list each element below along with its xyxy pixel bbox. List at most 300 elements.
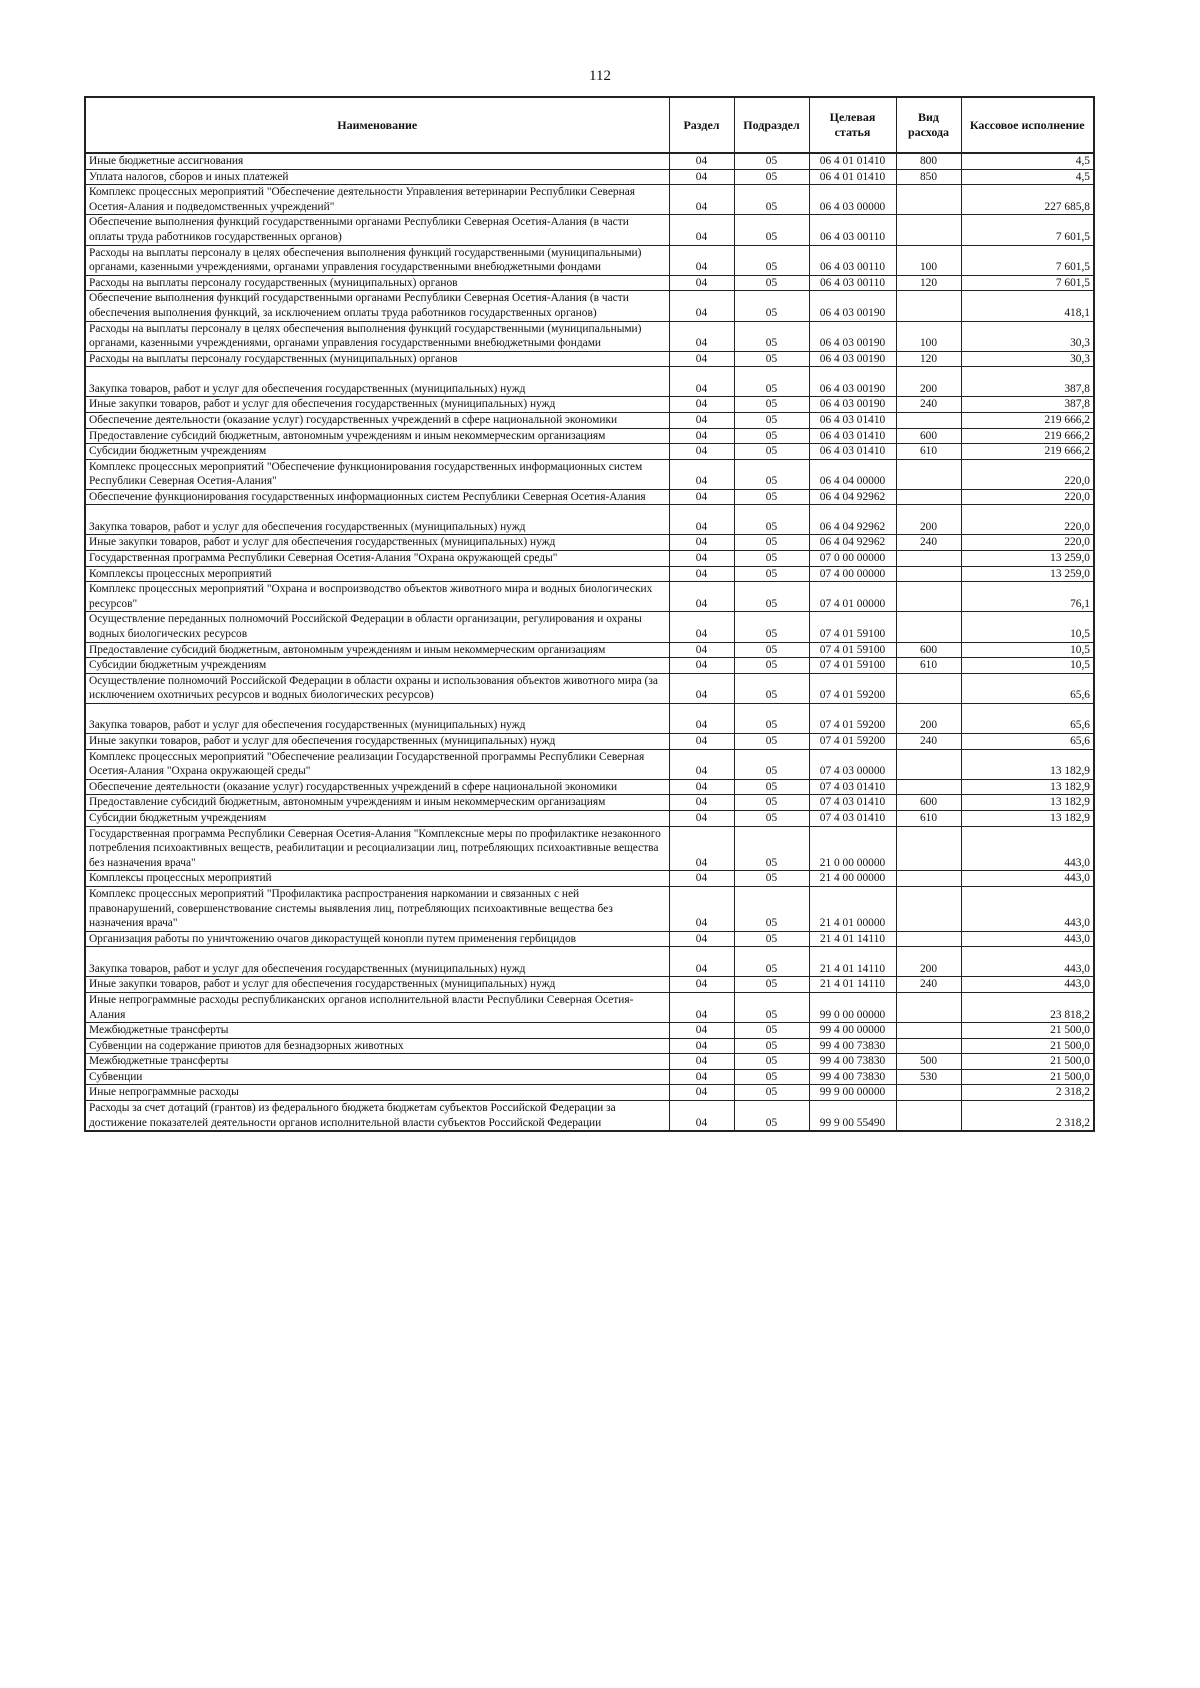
table-row [85,367,1094,397]
row-tselevaya-cell: 21 4 01 00000 [809,886,896,931]
row-vid-cell [896,412,961,428]
row-tselevaya-cell: 07 4 03 01410 [809,779,896,795]
table-row [85,826,1094,871]
row-name-cell: Обеспечение выполнения функций государственными органами Республики Северная Осетия-Алания (в части обеспечения выполнения функций, за исключением оплаты труда работников государственных органов) [85,291,669,321]
row-amount-cell: 220,0 [961,489,1094,505]
row-name-cell: Комплекс процессных мероприятий "Профилактика распространения наркомании и связанных с ней правонарушений, совершенствование системы выявления лиц, потребляющих психоактивные вещества без назначения врача" [85,886,669,931]
row-tselevaya-cell: 99 9 00 00000 [809,1085,896,1101]
table-row [85,947,1094,977]
row-tselevaya-cell: 06 4 03 00110 [809,215,896,245]
row-amount-cell: 65,6 [961,704,1094,734]
row-razdel-cell: 04 [669,826,734,871]
row-vid-cell: 610 [896,444,961,460]
row-tselevaya-cell: 06 4 03 00190 [809,367,896,397]
table-row [85,1038,1094,1054]
row-vid-cell [896,1038,961,1054]
row-name-cell: Государственная программа Республики Северная Осетия-Алания "Комплексные меры по профилактике незаконного потребления психоактивных веществ, реабилитации и ресоциализации лиц, потребляющих психоактивные вещества без назначения врача" [85,826,669,871]
row-tselevaya-cell: 99 9 00 55490 [809,1101,896,1132]
row-razdel-cell: 04 [669,642,734,658]
row-tselevaya-cell: 07 4 01 59200 [809,673,896,703]
row-amount-cell: 21 500,0 [961,1069,1094,1085]
row-tselevaya-cell: 06 4 03 00110 [809,245,896,275]
table-row [85,582,1094,612]
row-amount-cell: 30,3 [961,321,1094,351]
row-amount-cell: 10,5 [961,642,1094,658]
row-podrazdel-cell: 05 [734,749,809,779]
row-tselevaya-cell: 06 4 03 01410 [809,412,896,428]
row-name-cell: Расходы на выплаты персоналу в целях обеспечения выполнения функций государственными (муниципальными) органами, казенными учреждениями, органами управления государственными внебюджетными фондами [85,321,669,351]
row-vid-cell [896,185,961,215]
row-amount-cell: 443,0 [961,826,1094,871]
row-podrazdel-cell: 05 [734,489,809,505]
row-razdel-cell: 04 [669,505,734,535]
header-kassovoe-ispolnenie: Кассовое исполнение [961,97,1094,153]
row-name-cell: Иные бюджетные ассигнования [85,153,669,169]
row-amount-cell: 23 818,2 [961,992,1094,1022]
table-row [85,1054,1094,1070]
row-tselevaya-cell: 07 4 01 59100 [809,642,896,658]
table-row [85,185,1094,215]
row-name-cell: Государственная программа Республики Северная Осетия-Алания "Охрана окружающей среды" [85,551,669,567]
row-amount-cell: 7 601,5 [961,215,1094,245]
row-name-cell: Субсидии бюджетным учреждениям [85,658,669,674]
table-row [85,795,1094,811]
table-row [85,871,1094,887]
table-row [85,1023,1094,1039]
row-amount-cell: 418,1 [961,291,1094,321]
table-row [85,215,1094,245]
row-vid-cell [896,992,961,1022]
row-name-cell: Расходы на выплаты персоналу в целях обеспечения выполнения функций государственными (муниципальными) органами, казенными учреждениями, органами управления государственными внебюджетными фондами [85,245,669,275]
row-name-cell: Комплекс процессных мероприятий "Обеспечение реализации Государственной программы Республики Северная Осетия-Алания "Охрана окружающей среды" [85,749,669,779]
row-name-cell: Закупка товаров, работ и услуг для обеспечения государственных (муниципальных) нужд [85,947,669,977]
row-vid-cell: 200 [896,367,961,397]
row-vid-cell [896,551,961,567]
table-row [85,275,1094,291]
table-row [85,169,1094,185]
row-podrazdel-cell: 05 [734,169,809,185]
row-podrazdel-cell: 05 [734,535,809,551]
row-name-cell: Межбюджетные трансферты [85,1023,669,1039]
row-amount-cell: 21 500,0 [961,1038,1094,1054]
row-name-cell: Расходы за счет дотаций (грантов) из федерального бюджета бюджетам субъектов Российской Федерации за достижение показателей деятельности органов исполнительной власти субъектов Российской Федерации [85,1101,669,1132]
row-podrazdel-cell: 05 [734,947,809,977]
table-row [85,505,1094,535]
row-tselevaya-cell: 21 4 01 14110 [809,947,896,977]
row-name-cell: Осуществление переданных полномочий Российской Федерации в области организации, регулирования и охраны водных биологических ресурсов [85,612,669,642]
table-row [85,566,1094,582]
row-tselevaya-cell: 07 4 01 59100 [809,658,896,674]
row-podrazdel-cell: 05 [734,397,809,413]
row-razdel-cell: 04 [669,367,734,397]
row-vid-cell [896,459,961,489]
row-vid-cell [896,871,961,887]
header-tselevaya-statya: Целевая статья [809,97,896,153]
row-tselevaya-cell: 07 0 00 00000 [809,551,896,567]
row-razdel-cell: 04 [669,245,734,275]
row-razdel-cell: 04 [669,1023,734,1039]
row-amount-cell: 219 666,2 [961,428,1094,444]
row-tselevaya-cell: 21 4 01 14110 [809,977,896,993]
row-tselevaya-cell: 21 0 00 00000 [809,826,896,871]
row-name-cell: Предоставление субсидий бюджетным, автономным учреждениям и иным некоммерческим организациям [85,428,669,444]
row-razdel-cell: 04 [669,795,734,811]
row-razdel-cell: 04 [669,489,734,505]
table-row [85,551,1094,567]
row-podrazdel-cell: 05 [734,1069,809,1085]
row-podrazdel-cell: 05 [734,1101,809,1132]
row-amount-cell: 13 182,9 [961,810,1094,826]
row-razdel-cell: 04 [669,444,734,460]
row-podrazdel-cell: 05 [734,779,809,795]
row-name-cell: Субвенции на содержание приютов для безнадзорных животных [85,1038,669,1054]
row-tselevaya-cell: 06 4 03 00190 [809,321,896,351]
row-podrazdel-cell: 05 [734,351,809,367]
row-tselevaya-cell: 99 4 00 73830 [809,1038,896,1054]
row-podrazdel-cell: 05 [734,977,809,993]
row-name-cell: Иные закупки товаров, работ и услуг для обеспечения государственных (муниципальных) нужд [85,734,669,750]
row-name-cell: Закупка товаров, работ и услуг для обеспечения государственных (муниципальных) нужд [85,367,669,397]
table-body [85,153,1094,1131]
row-vid-cell [896,612,961,642]
row-podrazdel-cell: 05 [734,673,809,703]
row-podrazdel-cell: 05 [734,215,809,245]
row-name-cell: Иные закупки товаров, работ и услуг для обеспечения государственных (муниципальных) нужд [85,535,669,551]
table-row [85,321,1094,351]
row-tselevaya-cell: 07 4 03 00000 [809,749,896,779]
row-podrazdel-cell: 05 [734,245,809,275]
row-vid-cell: 610 [896,810,961,826]
row-tselevaya-cell: 21 4 01 14110 [809,931,896,947]
row-vid-cell: 240 [896,977,961,993]
row-name-cell: Комплексы процессных мероприятий [85,566,669,582]
row-podrazdel-cell: 05 [734,367,809,397]
row-vid-cell [896,582,961,612]
row-podrazdel-cell: 05 [734,1054,809,1070]
row-name-cell: Комплексы процессных мероприятий [85,871,669,887]
row-amount-cell: 13 182,9 [961,795,1094,811]
table-row [85,810,1094,826]
row-tselevaya-cell: 99 4 00 73830 [809,1054,896,1070]
row-podrazdel-cell: 05 [734,321,809,351]
row-razdel-cell: 04 [669,215,734,245]
row-name-cell: Обеспечение деятельности (оказание услуг) государственных учреждений в сфере национальной экономики [85,412,669,428]
table-header-row [85,97,1094,153]
header-razdel: Раздел [669,97,734,153]
row-podrazdel-cell: 05 [734,931,809,947]
row-amount-cell: 220,0 [961,535,1094,551]
row-amount-cell: 4,5 [961,153,1094,169]
row-vid-cell [896,779,961,795]
row-vid-cell [896,1023,961,1039]
row-tselevaya-cell: 06 4 04 92962 [809,535,896,551]
row-tselevaya-cell: 06 4 04 92962 [809,489,896,505]
row-name-cell: Расходы на выплаты персоналу государственных (муниципальных) органов [85,275,669,291]
row-razdel-cell: 04 [669,931,734,947]
row-name-cell: Иные закупки товаров, работ и услуг для обеспечения государственных (муниципальных) нужд [85,397,669,413]
row-name-cell: Предоставление субсидий бюджетным, автономным учреждениям и иным некоммерческим организациям [85,642,669,658]
row-name-cell: Субсидии бюджетным учреждениям [85,810,669,826]
table-row [85,704,1094,734]
row-name-cell: Осуществление полномочий Российской Федерации в области охраны и использования объектов животного мира (за исключением охотничьих ресурсов и водных биологических ресурсов) [85,673,669,703]
row-amount-cell: 443,0 [961,871,1094,887]
table-row [85,351,1094,367]
row-vid-cell: 200 [896,947,961,977]
row-podrazdel-cell: 05 [734,704,809,734]
row-podrazdel-cell: 05 [734,582,809,612]
row-vid-cell: 120 [896,275,961,291]
row-podrazdel-cell: 05 [734,551,809,567]
row-amount-cell: 219 666,2 [961,412,1094,428]
row-name-cell: Расходы на выплаты персоналу государственных (муниципальных) органов [85,351,669,367]
row-name-cell: Комплекс процессных мероприятий "Обеспечение деятельности Управления ветеринарии Республики Северная Осетия-Алания и подведомственных учреждений" [85,185,669,215]
row-tselevaya-cell: 06 4 04 92962 [809,505,896,535]
row-razdel-cell: 04 [669,412,734,428]
row-tselevaya-cell: 07 4 03 01410 [809,810,896,826]
row-razdel-cell: 04 [669,169,734,185]
row-amount-cell: 65,6 [961,734,1094,750]
header-vid-raskhoda: Вид расхода [896,97,961,153]
row-amount-cell: 13 182,9 [961,779,1094,795]
row-razdel-cell: 04 [669,459,734,489]
row-amount-cell: 30,3 [961,351,1094,367]
row-vid-cell: 600 [896,428,961,444]
row-amount-cell: 2 318,2 [961,1101,1094,1132]
row-razdel-cell: 04 [669,1038,734,1054]
row-amount-cell: 443,0 [961,886,1094,931]
table-row [85,1101,1094,1132]
row-amount-cell: 219 666,2 [961,444,1094,460]
row-amount-cell: 21 500,0 [961,1023,1094,1039]
row-name-cell: Субвенции [85,1069,669,1085]
table-row [85,886,1094,931]
row-razdel-cell: 04 [669,658,734,674]
row-vid-cell: 600 [896,795,961,811]
row-name-cell: Иные закупки товаров, работ и услуг для обеспечения государственных (муниципальных) нужд [85,977,669,993]
row-tselevaya-cell: 99 4 00 73830 [809,1069,896,1085]
row-amount-cell: 227 685,8 [961,185,1094,215]
row-amount-cell: 13 259,0 [961,551,1094,567]
row-tselevaya-cell: 06 4 03 00000 [809,185,896,215]
row-podrazdel-cell: 05 [734,642,809,658]
table-row [85,245,1094,275]
row-tselevaya-cell: 06 4 03 01410 [809,444,896,460]
row-tselevaya-cell: 99 0 00 00000 [809,992,896,1022]
row-razdel-cell: 04 [669,153,734,169]
table-row [85,153,1094,169]
table-row [85,931,1094,947]
row-tselevaya-cell: 06 4 03 00190 [809,291,896,321]
row-amount-cell: 220,0 [961,505,1094,535]
row-name-cell: Комплекс процессных мероприятий "Обеспечение функционирования государственных информационных систем Республики Северная Осетия-Алания" [85,459,669,489]
table-row [85,489,1094,505]
row-razdel-cell: 04 [669,810,734,826]
table-row [85,779,1094,795]
row-podrazdel-cell: 05 [734,428,809,444]
row-podrazdel-cell: 05 [734,734,809,750]
row-tselevaya-cell: 06 4 03 00190 [809,351,896,367]
row-podrazdel-cell: 05 [734,291,809,321]
row-razdel-cell: 04 [669,612,734,642]
row-podrazdel-cell: 05 [734,612,809,642]
row-podrazdel-cell: 05 [734,444,809,460]
table-row [85,1085,1094,1101]
row-razdel-cell: 04 [669,397,734,413]
table-row [85,658,1094,674]
row-amount-cell: 387,8 [961,367,1094,397]
row-razdel-cell: 04 [669,275,734,291]
row-tselevaya-cell: 99 4 00 00000 [809,1023,896,1039]
row-razdel-cell: 04 [669,1085,734,1101]
row-amount-cell: 13 182,9 [961,749,1094,779]
table-row [85,612,1094,642]
row-razdel-cell: 04 [669,947,734,977]
row-podrazdel-cell: 05 [734,566,809,582]
row-name-cell: Иные непрограммные расходы республиканских органов исполнительной власти Республики Северная Осетия-Алания [85,992,669,1022]
row-amount-cell: 21 500,0 [961,1054,1094,1070]
table-row [85,734,1094,750]
row-vid-cell: 200 [896,505,961,535]
row-razdel-cell: 04 [669,779,734,795]
row-vid-cell [896,291,961,321]
row-razdel-cell: 04 [669,673,734,703]
row-vid-cell [896,1085,961,1101]
row-podrazdel-cell: 05 [734,275,809,291]
table-row [85,642,1094,658]
row-amount-cell: 10,5 [961,612,1094,642]
row-tselevaya-cell: 07 4 01 59100 [809,612,896,642]
row-razdel-cell: 04 [669,734,734,750]
table-row [85,1069,1094,1085]
row-name-cell: Организация работы по уничтожению очагов дикорастущей конопли путем применения гербицидов [85,931,669,947]
row-razdel-cell: 04 [669,582,734,612]
row-vid-cell: 240 [896,734,961,750]
row-razdel-cell: 04 [669,566,734,582]
table-row [85,992,1094,1022]
table-row [85,749,1094,779]
row-vid-cell [896,1101,961,1132]
row-name-cell: Предоставление субсидий бюджетным, автономным учреждениям и иным некоммерческим организациям [85,795,669,811]
row-podrazdel-cell: 05 [734,658,809,674]
row-razdel-cell: 04 [669,321,734,351]
row-vid-cell [896,566,961,582]
row-podrazdel-cell: 05 [734,153,809,169]
row-razdel-cell: 04 [669,535,734,551]
row-amount-cell: 13 259,0 [961,566,1094,582]
row-amount-cell: 76,1 [961,582,1094,612]
row-razdel-cell: 04 [669,749,734,779]
row-razdel-cell: 04 [669,992,734,1022]
row-tselevaya-cell: 07 4 01 00000 [809,582,896,612]
row-tselevaya-cell: 21 4 00 00000 [809,871,896,887]
row-podrazdel-cell: 05 [734,459,809,489]
row-amount-cell: 4,5 [961,169,1094,185]
row-name-cell: Иные непрограммные расходы [85,1085,669,1101]
row-name-cell: Закупка товаров, работ и услуг для обеспечения государственных (муниципальных) нужд [85,704,669,734]
row-name-cell: Комплекс процессных мероприятий "Охрана и воспроизводство объектов животного мира и водных биологических ресурсов" [85,582,669,612]
table-row [85,673,1094,703]
row-vid-cell: 120 [896,351,961,367]
row-podrazdel-cell: 05 [734,810,809,826]
row-vid-cell [896,826,961,871]
row-amount-cell: 443,0 [961,947,1094,977]
table-row [85,444,1094,460]
row-vid-cell [896,673,961,703]
row-razdel-cell: 04 [669,291,734,321]
row-razdel-cell: 04 [669,551,734,567]
row-podrazdel-cell: 05 [734,185,809,215]
row-podrazdel-cell: 05 [734,795,809,811]
page-number: 112 [589,68,611,84]
row-vid-cell: 240 [896,397,961,413]
row-tselevaya-cell: 06 4 03 01410 [809,428,896,444]
row-name-cell: Обеспечение выполнения функций государственными органами Республики Северная Осетия-Алания (в части оплаты труда работников государственных органов) [85,215,669,245]
row-vid-cell [896,886,961,931]
row-amount-cell: 10,5 [961,658,1094,674]
row-amount-cell: 2 318,2 [961,1085,1094,1101]
header-name: Наименование [85,97,669,153]
row-amount-cell: 220,0 [961,459,1094,489]
row-razdel-cell: 04 [669,886,734,931]
row-vid-cell [896,931,961,947]
row-tselevaya-cell: 07 4 03 01410 [809,795,896,811]
row-vid-cell: 600 [896,642,961,658]
row-podrazdel-cell: 05 [734,886,809,931]
row-podrazdel-cell: 05 [734,412,809,428]
row-razdel-cell: 04 [669,704,734,734]
row-tselevaya-cell: 06 4 03 00190 [809,397,896,413]
row-podrazdel-cell: 05 [734,1023,809,1039]
header-podrazdel: Подраздел [734,97,809,153]
table-row [85,291,1094,321]
row-razdel-cell: 04 [669,185,734,215]
table-row [85,535,1094,551]
row-name-cell: Уплата налогов, сборов и иных платежей [85,169,669,185]
row-tselevaya-cell: 06 4 04 00000 [809,459,896,489]
row-podrazdel-cell: 05 [734,826,809,871]
row-razdel-cell: 04 [669,428,734,444]
row-razdel-cell: 04 [669,1054,734,1070]
row-name-cell: Обеспечение деятельности (оказание услуг) государственных учреждений в сфере национальной экономики [85,779,669,795]
row-vid-cell: 100 [896,321,961,351]
row-podrazdel-cell: 05 [734,871,809,887]
row-vid-cell: 850 [896,169,961,185]
row-vid-cell: 200 [896,704,961,734]
row-amount-cell: 7 601,5 [961,275,1094,291]
table-row [85,397,1094,413]
row-razdel-cell: 04 [669,1069,734,1085]
row-name-cell: Межбюджетные трансферты [85,1054,669,1070]
row-tselevaya-cell: 07 4 01 59200 [809,734,896,750]
row-razdel-cell: 04 [669,977,734,993]
row-vid-cell: 500 [896,1054,961,1070]
row-podrazdel-cell: 05 [734,1038,809,1054]
row-amount-cell: 387,8 [961,397,1094,413]
row-tselevaya-cell: 06 4 03 00110 [809,275,896,291]
row-razdel-cell: 04 [669,1101,734,1132]
row-tselevaya-cell: 07 4 01 59200 [809,704,896,734]
row-vid-cell: 240 [896,535,961,551]
row-tselevaya-cell: 06 4 01 01410 [809,153,896,169]
row-vid-cell [896,489,961,505]
row-name-cell: Обеспечение функционирования государственных информационных систем Республики Северная Осетия-Алания [85,489,669,505]
row-amount-cell: 443,0 [961,977,1094,993]
budget-execution-table [84,96,1095,1132]
row-vid-cell: 800 [896,153,961,169]
row-amount-cell: 65,6 [961,673,1094,703]
table-row [85,977,1094,993]
row-podrazdel-cell: 05 [734,992,809,1022]
